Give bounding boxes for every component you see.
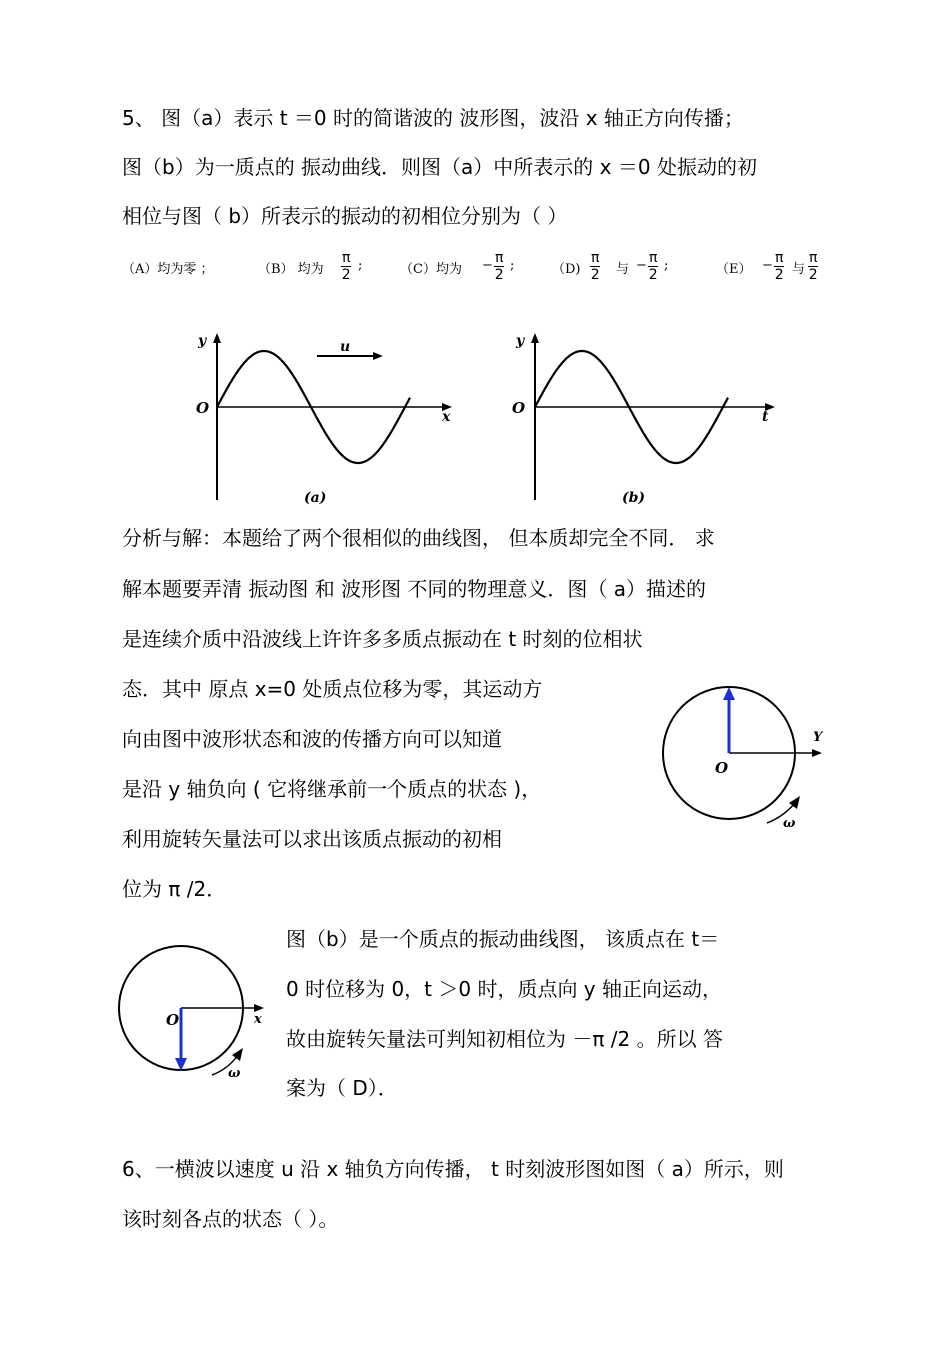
option-d-minus: −: [636, 258, 647, 273]
option-e-label: （E）: [716, 262, 752, 277]
option-d-semicolon: ;: [664, 258, 669, 273]
option-c-fraction: $\frac{\pi}{2}$: [494, 250, 504, 283]
figure-a-caption: (a): [304, 490, 327, 506]
figure-a-y-label: y: [198, 333, 207, 349]
option-e-fraction-2: $\frac{\pi}{2}$: [808, 250, 818, 283]
option-b-fraction: $\frac{\pi}{2}$: [341, 250, 351, 283]
option-d-label: （D): [552, 262, 581, 277]
figure-a-origin: O: [196, 399, 210, 417]
phasor-diagram-1: [655, 675, 835, 840]
figure-b-vibration-curve: [498, 325, 798, 515]
option-e-fraction-1: $\frac{\pi}{2}$: [774, 250, 784, 283]
analysis-p2-line-3: 故由旋转矢量法可判知初相位为 －π /2 。所以 答: [286, 1027, 723, 1051]
option-c-minus: −: [482, 258, 493, 273]
phasor-1-axis-label: Y: [813, 730, 823, 745]
phasor-1-origin: O: [715, 759, 729, 777]
option-b-label: （B） 均为: [258, 262, 324, 277]
figure-a-u-label: u: [340, 339, 351, 355]
analysis-line-7: 利用旋转矢量法可以求出该质点振动的初相: [122, 827, 502, 851]
phasor-2-origin: O: [166, 1011, 180, 1029]
q6-line-1: 6、一横波以速度 u 沿 x 轴负方向传播， t 时刻波形图如图（ a）所示，则: [122, 1157, 784, 1181]
option-c-label: （C）均为: [400, 262, 462, 277]
phasor-1-omega: ω: [783, 816, 796, 831]
phasor-diagram-2: [112, 935, 277, 1085]
option-b-semicolon: ;: [358, 258, 363, 273]
option-a: （A）均为零 ；: [122, 262, 214, 277]
q5-line-3: 相位与图（ b）所表示的振动的初相位分别为（ ）: [122, 204, 568, 228]
figure-b-origin: O: [512, 399, 526, 417]
analysis-line-3: 是连续介质中沿波线上许许多多质点振动在 t 时刻的位相状: [122, 627, 643, 651]
figure-b-y-label: y: [516, 333, 525, 349]
option-d-fraction-2: $\frac{\pi}{2}$: [648, 250, 658, 283]
option-e-and: 与: [792, 262, 806, 277]
figure-a-x-label: x: [442, 409, 451, 425]
option-c-semicolon: ;: [510, 258, 515, 273]
phasor-2-omega: ω: [228, 1066, 241, 1081]
analysis-line-6: 是沿 y 轴负向 ( 它将继承前一个质点的状态 )，: [122, 777, 542, 801]
analysis-line-8: 位为 π /2．: [122, 877, 227, 901]
analysis-p2-line-4: 案为（ D）．: [286, 1076, 398, 1100]
figure-b-caption: (b): [622, 490, 646, 506]
analysis-line-4: 态．其中 原点 x=0 处质点位移为零，其运动方: [122, 677, 543, 701]
option-d-and: 与: [616, 262, 630, 277]
figure-a-waveform: [180, 325, 480, 515]
q5-line-2: 图（b）为一质点的 振动曲线．则图（a）中所表示的 x ＝0 处振动的初: [122, 155, 757, 179]
analysis-line-5: 向由图中波形状态和波的传播方向可以知道: [122, 727, 502, 751]
analysis-line-1: 分析与解：本题给了两个很相似的曲线图， 但本质却完全不同． 求: [122, 526, 715, 550]
option-d-fraction-1: $\frac{\pi}{2}$: [590, 250, 600, 283]
q6-line-2: 该时刻各点的状态（ ）。: [122, 1207, 339, 1231]
option-e-minus: −: [762, 258, 773, 273]
analysis-line-2: 解本题要弄清 振动图 和 波形图 不同的物理意义．图（ a）描述的: [122, 577, 707, 601]
analysis-p2-line-2: 0 时位移为 0，t ＞0 时，质点向 y 轴正向运动，: [286, 977, 722, 1001]
analysis-p2-line-1: 图（b）是一个质点的振动曲线图， 该质点在 t＝: [286, 927, 720, 951]
figure-b-t-label: t: [762, 409, 769, 425]
phasor-2-axis-label: x: [254, 1012, 262, 1027]
q5-line-1: 5、 图（a）表示 t ＝0 时的简谐波的 波形图，波沿 x 轴正方向传播；: [122, 106, 744, 130]
